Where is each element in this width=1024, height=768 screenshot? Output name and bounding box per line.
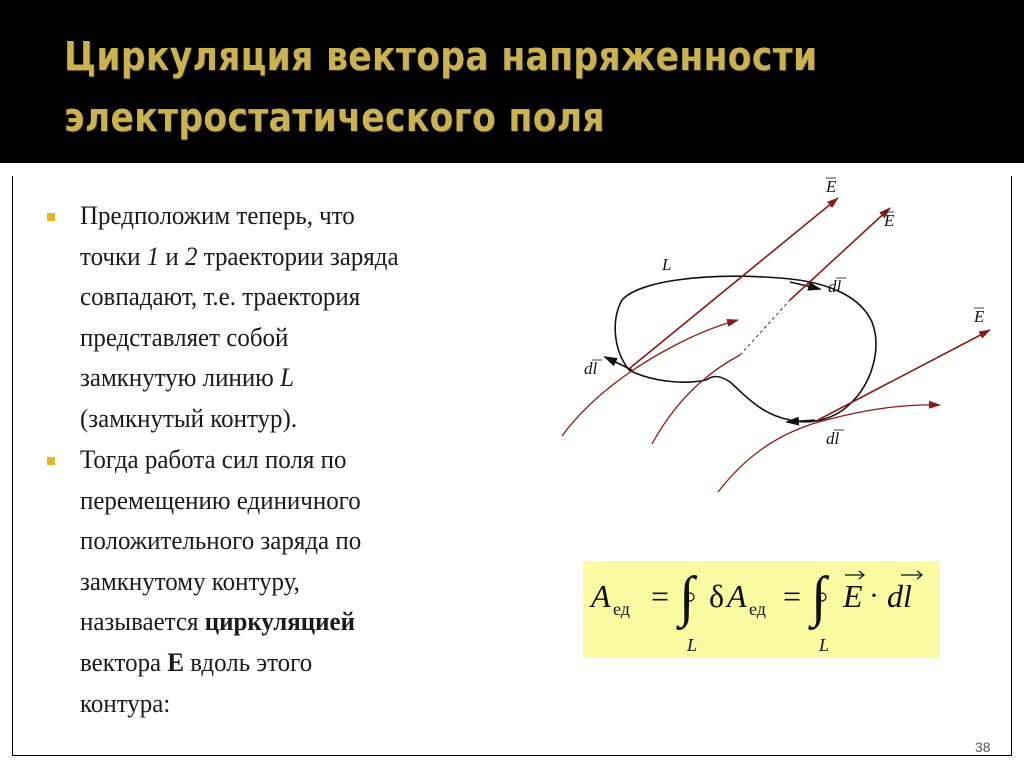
formula-subscript-ed-2: ед <box>749 599 766 619</box>
formula-delta: δ <box>709 578 725 614</box>
label-dl-bottom: dl <box>826 429 840 448</box>
bullet-line: точки 1 и 2 траектории заряда <box>80 241 399 271</box>
frame-left-border <box>12 176 13 756</box>
frame-bottom-border <box>12 755 1012 756</box>
circulation-diagram <box>540 170 1010 510</box>
slide-title-line-2: электростатического поля <box>64 95 605 141</box>
formula-L-2: L <box>819 635 830 655</box>
formula-L-1: L <box>687 635 698 655</box>
bullet-marker-2 <box>47 457 55 465</box>
formula-E: E <box>843 578 863 614</box>
dl-left-arrow <box>605 357 632 370</box>
bullet-line: замкнутому контуру, <box>80 566 300 596</box>
bullet-line: (замкнутый контур). <box>80 403 298 433</box>
frame-right-border <box>1011 176 1012 756</box>
formula-dot: · <box>869 579 879 612</box>
page-number: 38 <box>975 739 991 755</box>
formula-equals-2: = <box>783 578 802 614</box>
bullet-line: называется циркуляцией <box>80 607 355 637</box>
field-line-2 <box>652 355 740 444</box>
formula-dl: dl <box>887 578 912 614</box>
label-e-right: E <box>974 307 985 326</box>
bullet-line: перемещению единичного <box>80 485 361 515</box>
bullet-line: Предположим теперь, что <box>80 201 355 230</box>
formula-integral-2: ∫ <box>811 566 827 628</box>
label-e-second: E <box>884 211 895 230</box>
bullet-line: представляет собой <box>80 322 289 352</box>
formula-subscript-ed-1: ед <box>613 599 630 619</box>
bullet-marker-1 <box>47 213 55 221</box>
label-dl-left: dl <box>584 359 598 378</box>
bullet-line: контура: <box>80 688 171 718</box>
title-bar <box>0 0 1024 163</box>
circulation-formula <box>583 561 940 658</box>
label-contour-L: L <box>662 255 672 274</box>
circulation-formula-box <box>583 561 940 658</box>
bullet-line: положительного заряда по <box>80 526 362 556</box>
formula-integral-1: ∫ <box>679 566 695 628</box>
field-line-2-dashed <box>740 300 790 355</box>
formula-equals-1: = <box>651 578 670 614</box>
bullet-text-2 <box>80 440 361 724</box>
bullet-text-1 <box>80 196 399 440</box>
label-e-top: E <box>826 177 837 196</box>
bullet-line: Тогда работа сил поля по <box>80 445 347 474</box>
bullet-line: вектора E вдоль этого <box>80 647 313 677</box>
bullet-line: совпадают, т.е. траектория <box>80 282 361 312</box>
formula-A: A <box>591 578 611 614</box>
slide-title-line-1: Циркуляция вектора напряженности <box>64 34 818 80</box>
label-dl-top: dl <box>828 277 842 296</box>
formula-A-2: A <box>727 578 747 614</box>
bullet-line: замкнутую линию L <box>80 363 294 393</box>
